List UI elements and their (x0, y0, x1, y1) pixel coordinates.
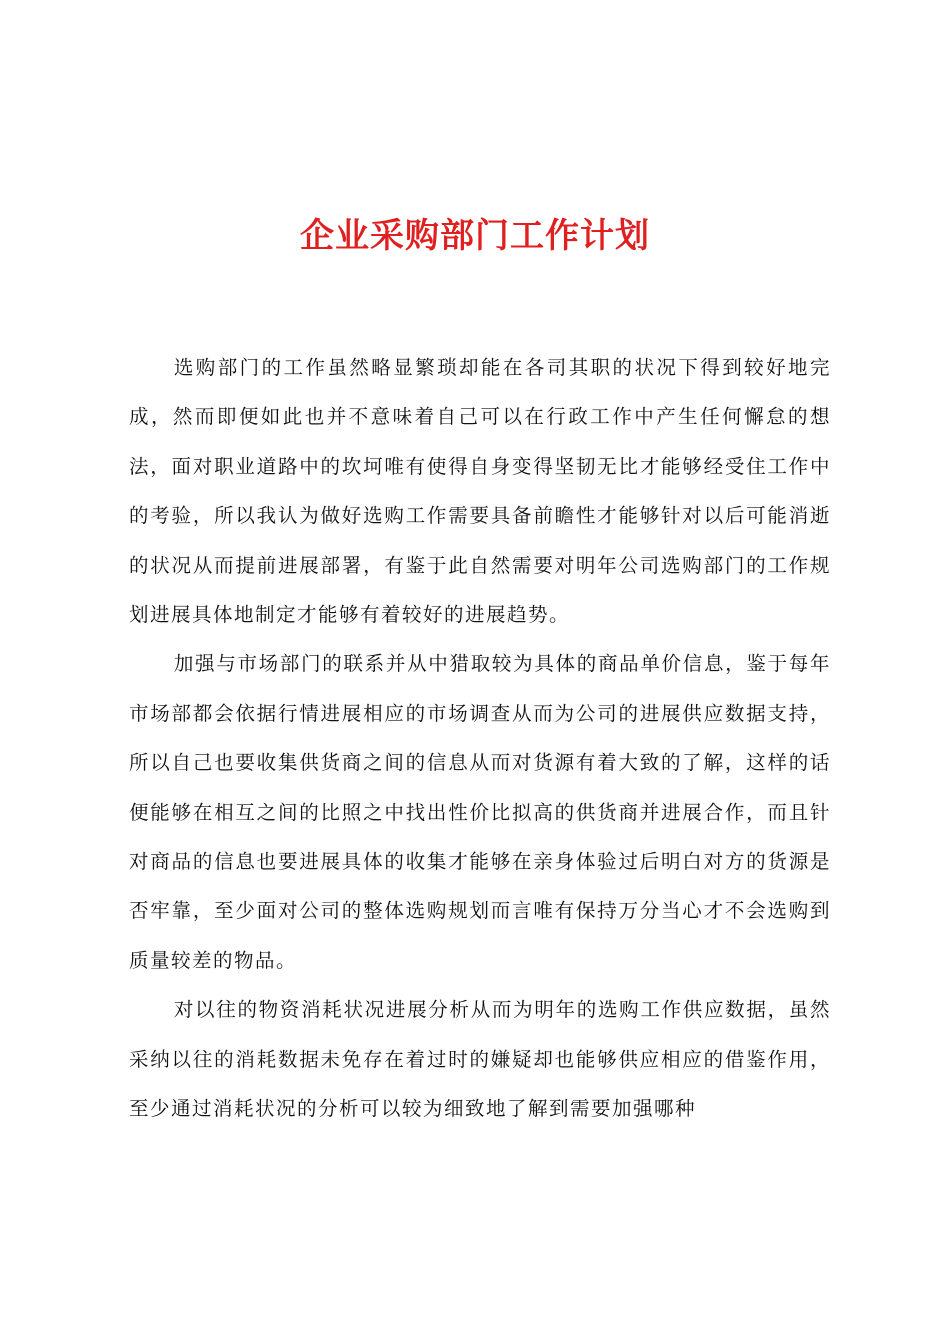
paragraph-2: 加强与市场部门的联系并从中猎取较为具体的商品单价信息，鉴于每年市场部都会依据行情进展相应的市场调查从而为公司的进展供应数据支持，所以自己也要收集供货商之间的信息从而对货源有着大致的了解，这样的话便能够在相互之间的比照之中找出性价比拟高的供货商并进展合作，而且针对商品的信息也要进展具体的收集才能够在亲身体验过后明白对方的货源是否牢靠，至少面对公司的整体选购规划而言唯有保持万分当心才不会选购到质量较差的物品。 (129, 652, 831, 972)
document-body (129, 343, 831, 1134)
document-title: 企业采购部门工作计划 (300, 216, 650, 256)
paragraph-3: 对以往的物资消耗状况进展分析从而为明年的选购工作供应数据，虽然采纳以往的消耗数据未免存在着过时的嫌疑却也能够供应相应的借鉴作用，至少通过消耗状况的分析可以较为细致地了解到需要加强哪种 (129, 998, 831, 1121)
paragraph-1: 选购部门的工作虽然略显繁琐却能在各司其职的状况下得到较好地完成，然而即便如此也并不意味着自己可以在行政工作中产生任何懈怠的想法，面对职业道路中的坎坷唯有使得自身变得坚韧无比才能够经受住工作中的考验，所以我认为做好选购工作需要具备前瞻性才能够针对以后可能消逝的状况从而提前进展部署，有鉴于此自然需要对明年公司选购部门的工作规划进展具体地制定才能够有着较好的进展趋势。 (129, 356, 831, 627)
